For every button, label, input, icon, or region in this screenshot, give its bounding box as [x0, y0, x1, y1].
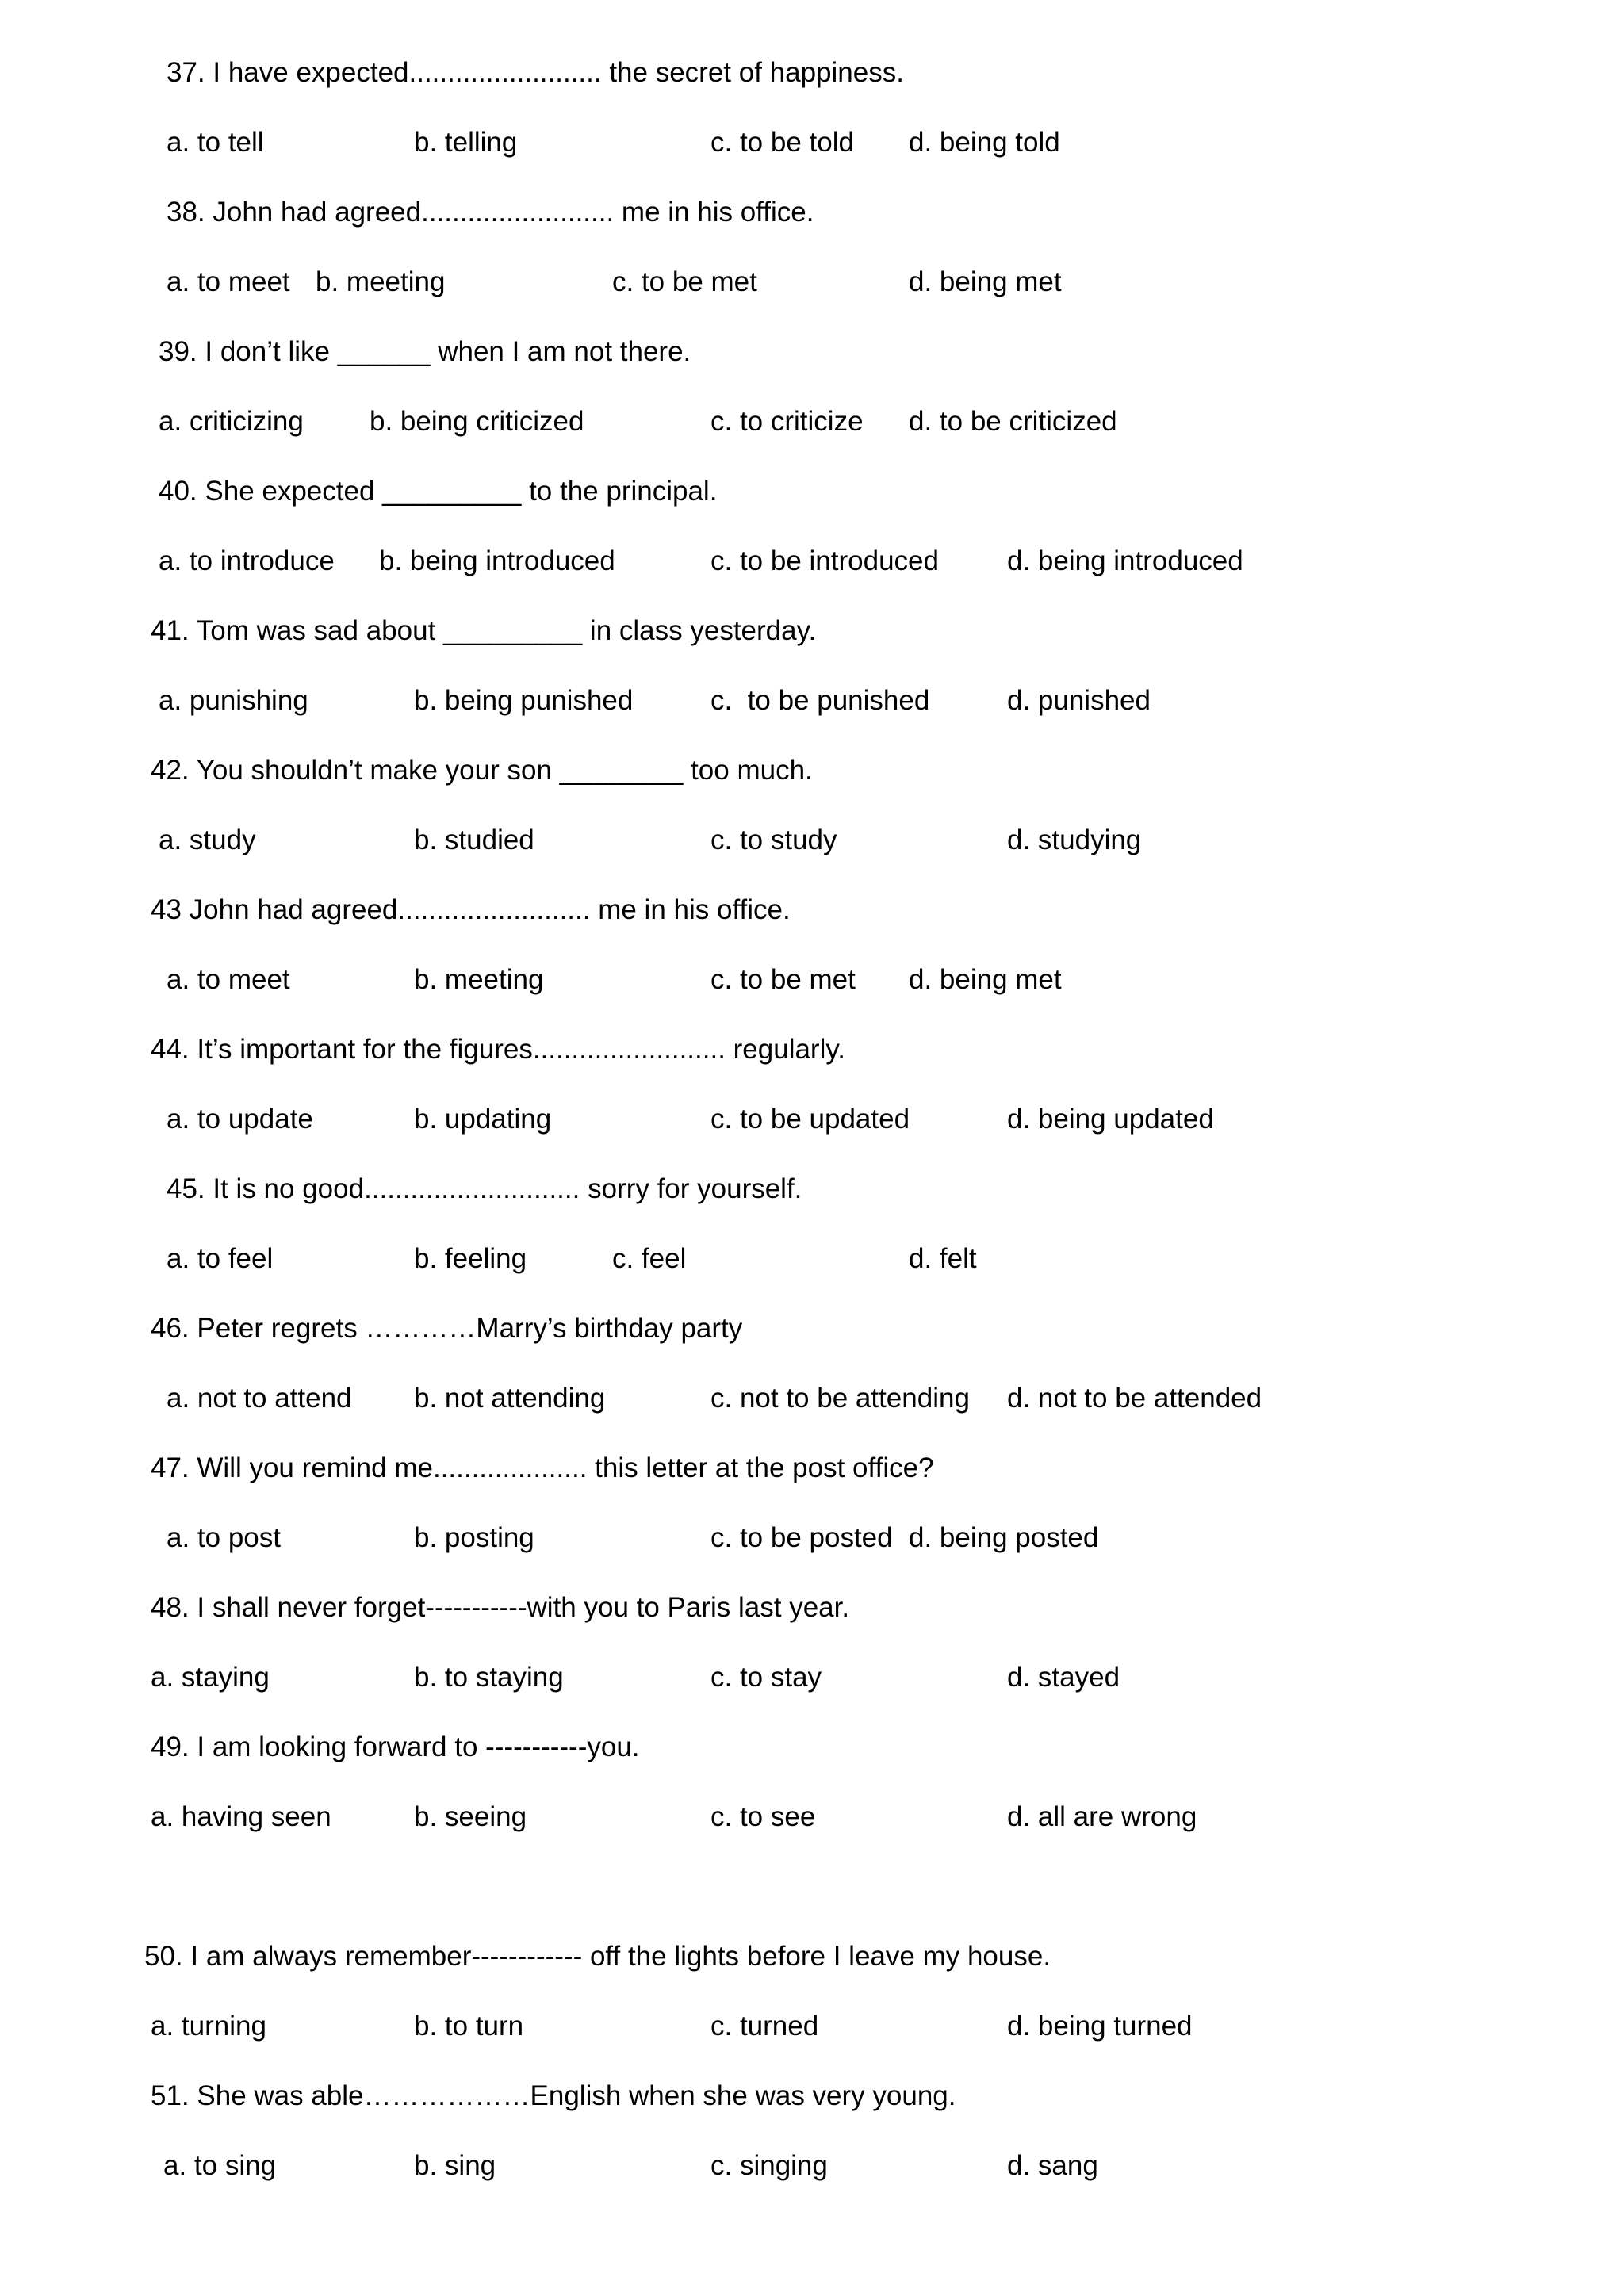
option-39-a: a. criticizing — [159, 406, 304, 437]
question-38: 38. John had agreed......................... me in his office. — [167, 197, 814, 228]
option-46-c: c. not to be attending — [710, 1383, 970, 1414]
option-38-c: c. to be met — [612, 266, 757, 297]
option-42-d: d. studying — [1007, 825, 1142, 855]
option-40-a: a. to introduce — [159, 545, 335, 576]
option-37-c: c. to be told — [710, 127, 854, 158]
option-45-c: c. feel — [612, 1243, 687, 1274]
option-37-d: d. being told — [909, 127, 1060, 158]
option-44-c: c. to be updated — [710, 1104, 910, 1135]
option-50-a: a. turning — [151, 2011, 266, 2042]
option-48-b: b. to staying — [414, 1662, 564, 1693]
option-49-c: c. to see — [710, 1801, 816, 1832]
option-39-d: d. to be criticized — [909, 406, 1117, 437]
option-41-a: a. punishing — [159, 685, 308, 716]
option-48-a: a. staying — [151, 1662, 270, 1693]
question-47: 47. Will you remind me.................... this letter at the post office? — [151, 1452, 934, 1483]
option-43-d: d. being met — [909, 964, 1062, 995]
option-44-a: a. to update — [167, 1104, 313, 1135]
option-41-d: d. punished — [1007, 685, 1151, 716]
option-39-b: b. being criticized — [370, 406, 584, 437]
option-48-c: c. to stay — [710, 1662, 822, 1693]
question-37: 37. I have expected......................... the secret of happiness. — [167, 57, 904, 88]
option-47-c: c. to be posted — [710, 1522, 893, 1553]
option-47-a: a. to post — [167, 1522, 281, 1553]
question-43: 43 John had agreed......................... me in his office. — [151, 894, 791, 925]
question-50: 50. I am always remember------------ off the lights before I leave my house. — [144, 1941, 1051, 1972]
option-49-d: d. all are wrong — [1007, 1801, 1197, 1832]
option-39-c: c. to criticize — [710, 406, 864, 437]
question-48: 48. I shall never forget-----------with you to Paris last year. — [151, 1592, 850, 1623]
question-42: 42. You shouldn’t make your son ________ too much. — [151, 755, 813, 786]
option-42-a: a. study — [159, 825, 256, 855]
option-37-a: a. to tell — [167, 127, 264, 158]
option-42-c: c. to study — [710, 825, 837, 855]
option-38-a: a. to meet — [167, 266, 290, 297]
option-45-a: a. to feel — [167, 1243, 274, 1274]
question-40: 40. She expected _________ to the principal. — [159, 476, 718, 507]
option-49-a: a. having seen — [151, 1801, 331, 1832]
option-51-d: d. sang — [1007, 2150, 1098, 2181]
option-49-b: b. seeing — [414, 1801, 527, 1832]
option-47-d: d. being posted — [909, 1522, 1099, 1553]
option-43-b: b. meeting — [414, 964, 544, 995]
option-41-c: c. to be punished — [710, 685, 930, 716]
option-45-b: b. feeling — [414, 1243, 527, 1274]
option-40-d: d. being introduced — [1007, 545, 1243, 576]
option-43-a: a. to meet — [167, 964, 290, 995]
option-37-b: b. telling — [414, 127, 518, 158]
option-50-d: d. being turned — [1007, 2011, 1193, 2042]
option-50-b: b. to turn — [414, 2011, 524, 2042]
option-38-d: d. being met — [909, 266, 1062, 297]
option-51-c: c. singing — [710, 2150, 828, 2181]
option-38-b: b. meeting — [316, 266, 446, 297]
question-51: 51. She was able………………English when she was very young. — [151, 2080, 956, 2111]
option-44-b: b. updating — [414, 1104, 552, 1135]
option-47-b: b. posting — [414, 1522, 534, 1553]
option-48-d: d. stayed — [1007, 1662, 1120, 1693]
question-46: 46. Peter regrets …………Marry’s birthday party — [151, 1313, 743, 1344]
question-39: 39. I don’t like ______ when I am not there. — [159, 336, 691, 367]
option-51-a: a. to sing — [163, 2150, 277, 2181]
option-46-b: b. not attending — [414, 1383, 606, 1414]
question-44: 44. It’s important for the figures......................... regularly. — [151, 1034, 845, 1065]
option-40-c: c. to be introduced — [710, 545, 939, 576]
option-42-b: b. studied — [414, 825, 534, 855]
question-41: 41. Tom was sad about _________ in class yesterday. — [151, 615, 817, 646]
option-40-b: b. being introduced — [379, 545, 615, 576]
option-41-b: b. being punished — [414, 685, 634, 716]
question-45: 45. It is no good............................ sorry for yourself. — [167, 1173, 802, 1204]
question-49: 49. I am looking forward to -----------you. — [151, 1732, 640, 1762]
option-50-c: c. turned — [710, 2011, 819, 2042]
option-44-d: d. being updated — [1007, 1104, 1214, 1135]
option-43-c: c. to be met — [710, 964, 856, 995]
option-46-d: d. not to be attended — [1007, 1383, 1262, 1414]
option-46-a: a. not to attend — [167, 1383, 352, 1414]
option-45-d: d. felt — [909, 1243, 977, 1274]
option-51-b: b. sing — [414, 2150, 496, 2181]
